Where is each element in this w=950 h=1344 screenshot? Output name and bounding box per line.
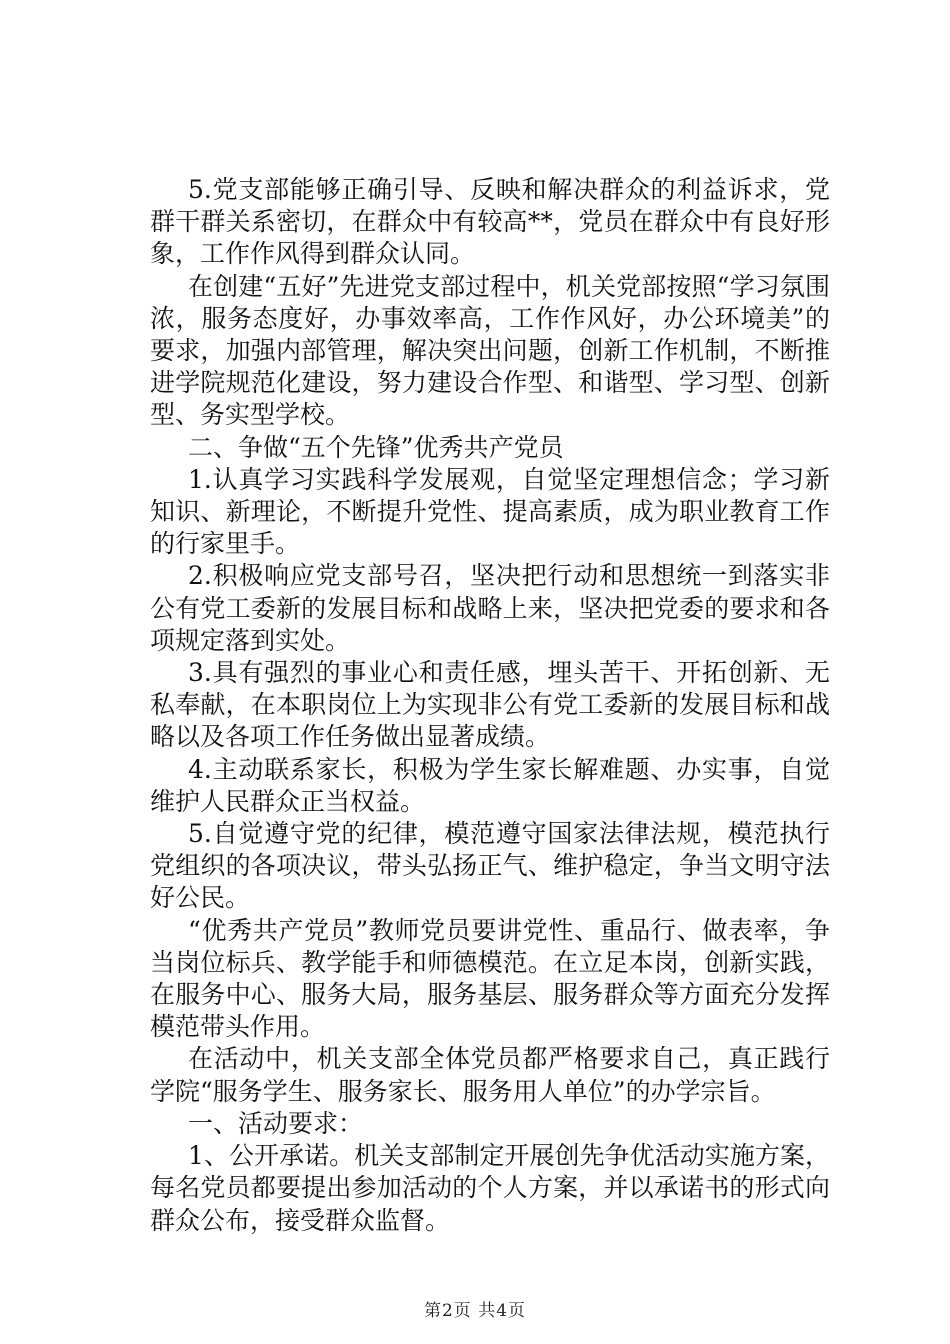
paragraph: 5.党支部能够正确引导、反映和解决群众的利益诉求，党群干群关系密切，在群众中有较高**，党员在群众中有良好形象，工作作风得到群众认同。 <box>150 175 830 269</box>
section-heading: 一、活动要求： <box>188 1108 364 1138</box>
page-number-footer: 第2页 共4页 <box>423 1301 527 1321</box>
paragraph: 2.积极响应党支部号召，坚决把行动和思想统一到落实非公有党工委新的发展目标和战略上来，坚决把党委的要求和各项规定落到实处。 <box>150 561 830 655</box>
paragraph: “优秀共产党员”教师党员要讲党性、重品行、做表率，争当岗位标兵、教学能手和师德模范。在立足本岗，创新实践，在服务中心、服务大局，服务基层、服务群众等方面充分发挥模范带头作用。 <box>150 915 830 1042</box>
document-body <box>150 174 830 1237</box>
paragraph: 1、公开承诺。机关支部制定开展创先争优活动实施方案，每名党员都要提出参加活动的个人方案，并以承诺书的形式向群众公布，接受群众监督。 <box>150 1141 830 1235</box>
paragraph: 3.具有强烈的事业心和责任感，埋头苦干、开拓创新、无私奉献，在本职岗位上为实现非公有党工委新的发展目标和战略以及各项工作任务做出显著成绩。 <box>150 658 830 752</box>
paragraph: 在创建“五好”先进党支部过程中，机关党部按照“学习氛围浓，服务态度好，办事效率高，工作作风好，办公环境美”的要求，加强内部管理，解决突出问题，创新工作机制，不断推进学院规范化建设，努力建设合作型、和谐型、学习型、创新型、务实型学校。 <box>150 271 830 430</box>
paragraph: 在活动中，机关支部全体党员都严格要求自己，真正践行学院“服务学生、服务家长、服务用人单位”的办学宗旨。 <box>150 1044 830 1106</box>
paragraph: 1.认真学习实践科学发展观，自觉坚定理想信念；学习新知识、新理论，不断提升党性、提高素质，成为职业教育工作的行家里手。 <box>150 464 830 559</box>
section-heading: 二、争做“五个先锋”优秀共产党员 <box>188 432 564 462</box>
paragraph: 5.自觉遵守党的纪律，模范遵守国家法律法规，模范执行党组织的各项决议，带头弘扬正气、维护稳定，争当文明守法好公民。 <box>150 819 830 913</box>
paragraph: 4.主动联系家长，积极为学生家长解难题、办实事，自觉维护人民群众正当权益。 <box>150 754 830 816</box>
